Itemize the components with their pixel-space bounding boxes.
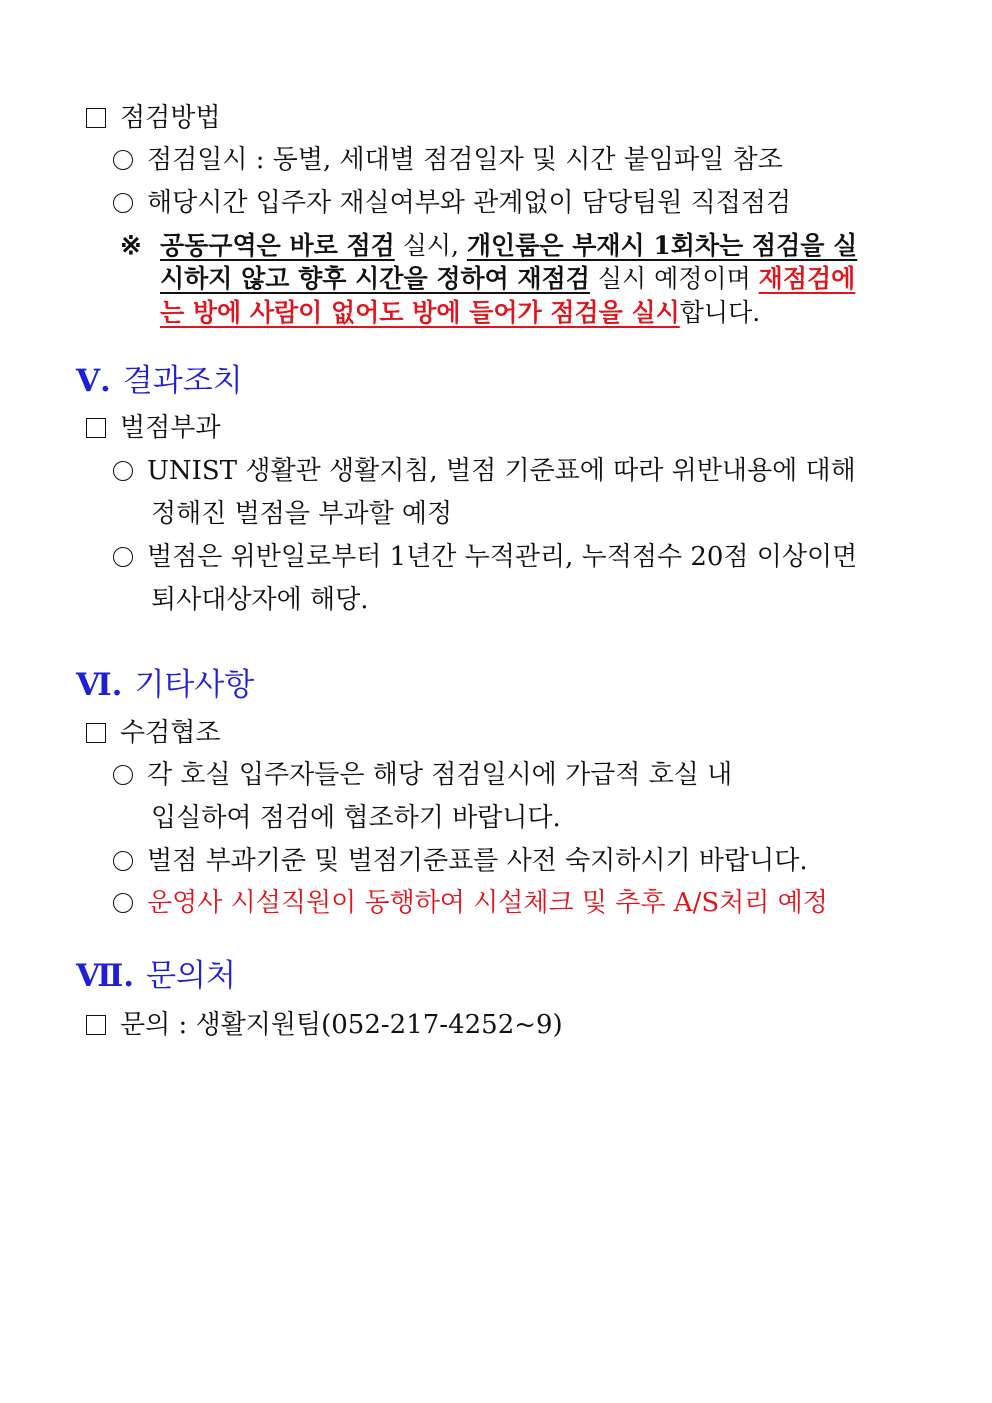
note-line-3 [160,296,760,330]
note-text: 합니다. [679,298,761,327]
section-7-number: Ⅶ. [76,958,135,994]
empty-circle-icon [113,547,133,567]
section-5-title: 결과조치 [122,363,243,399]
method-item-2 [113,186,791,220]
penalty-item-1 [113,454,856,488]
section-6-title: 기타사항 [134,667,255,703]
method-item-1-text: 점검일시 : 동별, 세대별 점검일자 및 시간 붙임파일 참조 [147,145,783,175]
penalty-item-2-line-2: 퇴사대상자에 해당. [151,585,369,615]
cooperation-item-3 [113,886,828,920]
cooperation-item-3-text: 운영사 시설직원이 동행하여 시설체크 및 추후 A/S처리 예정 [147,888,828,918]
empty-square-icon [86,418,106,438]
penalty-item-1-line-1: UNIST 생활관 생활지침, 벌점 기준표에 따라 위반내용에 대해 [147,456,856,486]
cooperation-box-title: 수검협조 [120,718,221,748]
empty-circle-icon [113,765,133,785]
penalty-box-item [86,411,220,445]
empty-circle-icon [113,893,133,913]
empty-circle-icon [113,851,133,871]
section-6-heading [76,665,254,705]
empty-circle-icon [113,193,133,213]
contact-box-item [86,1008,563,1042]
penalty-item-2-line-1: 벌점은 위반일로부터 1년간 누적관리, 누적점수 20점 이상이면 [147,542,858,572]
cooperation-item-1-line-2: 입실하여 점검에 협조하기 바랍니다. [151,803,561,833]
empty-circle-icon [113,150,133,170]
method-item-1 [113,143,783,177]
penalty-box-title: 벌점부과 [120,413,221,443]
note-bold-reinspection: 시하지 않고 향후 시간을 정하여 재점검 [160,264,590,293]
section-7-heading [76,956,236,996]
note-line-2 [160,262,855,296]
cooperation-item-1 [113,758,732,792]
empty-square-icon [86,108,106,128]
section-5-heading [76,361,243,401]
method-box-item [86,101,220,135]
reference-mark: ※ [120,231,142,261]
note-text: 실시 예정이며 [589,264,759,293]
note-red-reinspection: 재점검에 [758,264,856,293]
method-item-2-text: 해당시간 입주자 재실여부와 관계없이 담당팀원 직접점검 [147,188,792,218]
section-7-title: 문의처 [146,958,236,994]
penalty-item-2 [113,540,857,574]
note-bold-common-area: 공동구역은 바로 점검 [160,231,395,260]
note-bold-private-room: 개인룸은 부재시 1회차는 점검을 실 [466,231,858,260]
note-line-1 [160,229,857,263]
empty-square-icon [86,723,106,743]
cooperation-box-item [86,716,220,750]
note-red-enter-room: 는 방에 사람이 없어도 방에 들어가 점검을 실시 [160,298,680,327]
method-box-title: 점검방법 [120,103,221,133]
contact-text: 문의 : 생활지원팀(052-217-4252~9) [120,1010,563,1040]
section-6-number: Ⅵ. [76,667,123,703]
empty-square-icon [86,1015,106,1035]
cooperation-item-1-line-1: 각 호실 입주자들은 해당 점검일시에 가급적 호실 내 [147,760,733,790]
note-text: 실시, [394,231,467,260]
penalty-item-1-line-2: 정해진 벌점을 부과할 예정 [151,499,453,529]
section-5-number: Ⅴ. [76,363,111,399]
empty-circle-icon [113,461,133,481]
cooperation-item-2-text: 벌점 부과기준 및 벌점기준표를 사전 숙지하시기 바랍니다. [147,846,808,876]
cooperation-item-2 [113,844,808,878]
